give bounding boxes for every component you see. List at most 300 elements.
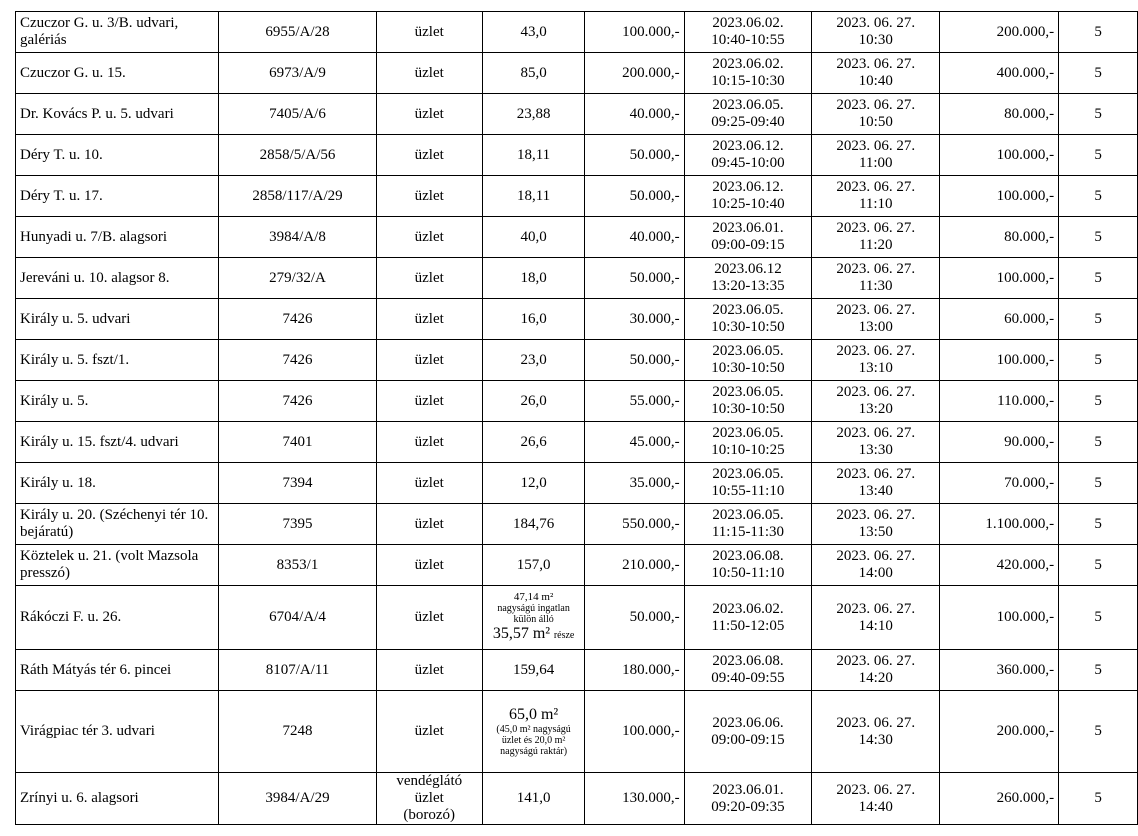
deposit-cell — [940, 176, 1059, 217]
cell-line: 2023.06.05. — [712, 343, 784, 359]
hrsz-cell — [219, 299, 376, 340]
cell-line: 13:40 — [858, 483, 893, 499]
deposit-cell — [940, 463, 1059, 504]
cell-text: 90.000,- — [1004, 433, 1055, 450]
auction-cell — [812, 176, 940, 217]
type-cell — [376, 258, 482, 299]
cell-line: 09:45-10:00 — [711, 155, 785, 171]
deposit-cell — [940, 422, 1059, 463]
cell-text: üzlet — [414, 351, 444, 368]
cell-text: 100.000,- — [996, 609, 1055, 625]
price-cell — [585, 773, 684, 825]
deposit-cell — [940, 340, 1059, 381]
cell-line: 2023.06.05. — [712, 384, 784, 400]
cell-line: 13:30 — [858, 442, 893, 458]
area-cell — [482, 773, 584, 825]
cell-text: üzlet — [414, 556, 444, 573]
cell-line: 2023.06.08. — [712, 548, 784, 564]
cell-text: Déry T. u. 17. — [20, 187, 103, 204]
area-cell — [482, 340, 584, 381]
price-cell — [585, 12, 684, 53]
price-cell — [585, 381, 684, 422]
address-cell — [16, 422, 219, 463]
cell-text: üzlet — [414, 64, 444, 81]
cell-text: 157,0 — [516, 556, 551, 573]
area-cell — [482, 463, 584, 504]
cell-line: 14:10 — [858, 617, 893, 634]
address-cell — [16, 381, 219, 422]
cell-text: 60.000,- — [1004, 310, 1055, 327]
area-cell — [482, 53, 584, 94]
hrsz-cell — [219, 340, 376, 381]
cell-text: üzlet — [414, 515, 444, 532]
cell-text: 159,64 — [512, 661, 555, 678]
cell-line: 2023.06.01. — [712, 781, 784, 798]
cell-text: 420.000,- — [996, 556, 1055, 573]
cell-line: 2023. 06. 27. — [836, 97, 916, 113]
auction-cell — [812, 463, 940, 504]
type-cell — [376, 586, 482, 650]
auction-cell — [812, 94, 940, 135]
cell-line: része — [553, 629, 575, 641]
visit-cell — [684, 545, 812, 586]
price-cell — [585, 422, 684, 463]
cell-text: 85,0 — [520, 64, 547, 81]
cell-line: 2023.06.12 — [714, 261, 782, 277]
table-row — [16, 217, 1138, 258]
visit-cell — [684, 135, 812, 176]
cell-line: 2023. 06. 27. — [836, 56, 916, 72]
cell-text: 18,0 — [520, 269, 547, 286]
cell-line: 2023. 06. 27. — [836, 600, 916, 617]
hrsz-cell — [219, 586, 376, 650]
hrsz-cell — [219, 504, 376, 545]
cell-text: 200.000,- — [996, 23, 1055, 40]
table-row — [16, 586, 1138, 650]
table-row — [16, 12, 1138, 53]
type-cell — [376, 299, 482, 340]
number-cell — [1059, 135, 1138, 176]
cell-text: Király u. 15. fszt/4. udvari — [20, 433, 179, 450]
cell-line: 2023.06.06. — [712, 714, 784, 731]
cell-text: 5 — [1094, 515, 1102, 532]
cell-text: 8353/1 — [276, 556, 319, 573]
hrsz-cell — [219, 650, 376, 691]
cell-line: 10:15-10:30 — [711, 73, 785, 89]
cell-text: 100.000,- — [622, 23, 680, 40]
cell-line: 14:20 — [858, 670, 893, 686]
cell-text: 5 — [1094, 790, 1102, 806]
cell-text: 3984/A/8 — [269, 228, 326, 245]
area-cell — [482, 381, 584, 422]
cell-line: 2023.06.05. — [712, 507, 784, 523]
address-cell — [16, 650, 219, 691]
type-cell — [376, 691, 482, 773]
table-row — [16, 691, 1138, 773]
number-cell — [1059, 650, 1138, 691]
area-cell — [482, 12, 584, 53]
number-cell — [1059, 176, 1138, 217]
cell-text: 23,88 — [516, 105, 551, 122]
address-cell — [16, 586, 219, 650]
visit-cell — [684, 53, 812, 94]
visit-cell — [684, 94, 812, 135]
cell-line: 2023.06.05. — [712, 97, 784, 113]
hrsz-cell — [219, 773, 376, 825]
cell-text: 18,11 — [516, 187, 551, 204]
cell-line: 47,14 m² — [513, 590, 554, 603]
cell-text: 5 — [1094, 23, 1102, 40]
cell-line: 10:50 — [858, 114, 893, 130]
area-cell — [482, 258, 584, 299]
cell-text: 279/32/A — [269, 269, 326, 286]
visit-cell — [684, 773, 812, 825]
cell-text: Ráth Mátyás tér 6. pincei — [20, 661, 172, 678]
cell-text: 5 — [1094, 187, 1102, 204]
address-cell — [16, 504, 219, 545]
type-cell — [376, 53, 482, 94]
cell-text: 45.000,- — [629, 433, 680, 450]
cell-text: Király u. 18. — [20, 474, 96, 491]
hrsz-cell — [219, 691, 376, 773]
cell-text: 360.000,- — [996, 661, 1055, 678]
cell-text: 5 — [1094, 723, 1102, 739]
cell-text: Rákóczi F. u. 26. — [20, 609, 122, 625]
number-cell — [1059, 422, 1138, 463]
auction-cell — [812, 650, 940, 691]
cell-text: 200.000,- — [622, 64, 680, 81]
address-cell — [16, 545, 219, 586]
number-cell — [1059, 94, 1138, 135]
cell-line: nagyságú raktár) — [500, 746, 568, 757]
cell-text: 400.000,- — [996, 64, 1055, 81]
cell-line: 11:50-12:05 — [711, 617, 785, 634]
deposit-cell — [940, 258, 1059, 299]
type-cell — [376, 422, 482, 463]
cell-line: 2023.06.01. — [712, 220, 784, 236]
cell-line: (45,0 m² nagyságú — [496, 724, 571, 735]
visit-cell — [684, 691, 812, 773]
cell-line: 14:00 — [858, 565, 893, 581]
cell-line: 2023.06.05. — [712, 425, 784, 441]
table-row — [16, 258, 1138, 299]
cell-text: 12,0 — [520, 474, 547, 491]
cell-line: 2023. 06. 27. — [836, 548, 916, 564]
number-cell — [1059, 545, 1138, 586]
price-cell — [585, 691, 684, 773]
table-row — [16, 135, 1138, 176]
number-cell — [1059, 504, 1138, 545]
cell-line: 10:40-10:55 — [711, 32, 785, 48]
cell-line: 2023. 06. 27. — [836, 507, 916, 523]
cell-text: 26,6 — [520, 433, 547, 450]
deposit-cell — [940, 135, 1059, 176]
cell-line: 13:20 — [858, 401, 893, 417]
cell-text: 5 — [1094, 609, 1102, 625]
cell-text: 7248 — [282, 723, 313, 739]
cell-text: 7401 — [282, 433, 313, 450]
cell-text: 2858/5/A/56 — [259, 146, 336, 163]
cell-line: nagyságú ingatlan — [497, 602, 570, 614]
auction-cell — [812, 504, 940, 545]
cell-text: üzlet — [414, 23, 444, 40]
type-cell — [376, 545, 482, 586]
cell-text: Király u. 20. (Széchenyi tér 10. bejáratú) — [20, 507, 209, 540]
auction-cell — [812, 217, 940, 258]
cell-line: 13:50 — [858, 524, 893, 540]
visit-cell — [684, 340, 812, 381]
visit-cell — [684, 504, 812, 545]
deposit-cell — [940, 586, 1059, 650]
deposit-cell — [940, 53, 1059, 94]
cell-text: üzlet — [414, 609, 444, 625]
cell-line: 09:20-09:35 — [711, 798, 785, 815]
auction-cell — [812, 53, 940, 94]
cell-text: 40,0 — [520, 228, 547, 245]
cell-text: 1.100.000,- — [985, 515, 1055, 532]
cell-line: 09:25-09:40 — [711, 114, 785, 130]
cell-text: üzlet — [414, 392, 444, 409]
hrsz-cell — [219, 463, 376, 504]
cell-line: 2023.06.02. — [712, 15, 784, 31]
cell-line: 11:00 — [858, 155, 893, 171]
cell-line: 2023. 06. 27. — [836, 653, 916, 669]
cell-text: 5 — [1094, 269, 1102, 286]
table-row — [16, 176, 1138, 217]
auction-cell — [812, 135, 940, 176]
cell-text: üzlet — [414, 310, 444, 327]
cell-text: 5 — [1094, 392, 1102, 409]
table-body — [16, 12, 1138, 825]
address-cell — [16, 217, 219, 258]
price-cell — [585, 176, 684, 217]
deposit-cell — [940, 299, 1059, 340]
cell-text: üzlet — [414, 433, 444, 450]
cell-text: 16,0 — [520, 310, 547, 327]
type-cell — [376, 217, 482, 258]
cell-text: 100.000,- — [622, 723, 680, 739]
deposit-cell — [940, 94, 1059, 135]
visit-cell — [684, 299, 812, 340]
price-cell — [585, 299, 684, 340]
cell-text: 100.000,- — [996, 269, 1055, 286]
cell-text: 55.000,- — [629, 392, 680, 409]
address-cell — [16, 176, 219, 217]
area-cell — [482, 504, 584, 545]
cell-text: 7405/A/6 — [269, 105, 326, 122]
area-cell — [482, 217, 584, 258]
price-cell — [585, 586, 684, 650]
address-cell — [16, 94, 219, 135]
cell-line: 2023.06.02. — [712, 56, 784, 72]
cell-text: Déry T. u. 10. — [20, 146, 103, 163]
type-cell — [376, 12, 482, 53]
cell-text: üzlet — [414, 146, 444, 163]
cell-line: 11:30 — [858, 278, 893, 294]
visit-cell — [684, 422, 812, 463]
cell-text: 5 — [1094, 474, 1102, 491]
cell-text: 5 — [1094, 661, 1102, 678]
number-cell — [1059, 463, 1138, 504]
hrsz-cell — [219, 217, 376, 258]
price-cell — [585, 340, 684, 381]
cell-line: 11:10 — [858, 196, 893, 212]
cell-text: 5 — [1094, 433, 1102, 450]
cell-line: 10:10-10:25 — [711, 442, 785, 458]
cell-text: 130.000,- — [622, 790, 680, 806]
deposit-cell — [940, 650, 1059, 691]
cell-text: 40.000,- — [629, 228, 680, 245]
cell-line: üzlet és 20,0 m² — [501, 735, 566, 746]
cell-line: 2023. 06. 27. — [836, 220, 916, 236]
cell-text: 5 — [1094, 351, 1102, 368]
cell-line: 11:20 — [858, 237, 893, 253]
area-cell — [482, 545, 584, 586]
address-cell — [16, 691, 219, 773]
cell-text: Czuczor G. u. 15. — [20, 64, 126, 81]
auction-cell — [812, 691, 940, 773]
cell-line: 14:40 — [858, 798, 893, 815]
visit-cell — [684, 176, 812, 217]
cell-line: 2023.06.12. — [712, 138, 784, 154]
cell-text: Zrínyi u. 6. alagsori — [20, 790, 139, 806]
auction-cell — [812, 258, 940, 299]
cell-line: 11:15-11:30 — [711, 524, 785, 540]
type-cell — [376, 176, 482, 217]
cell-line: 2023. 06. 27. — [836, 781, 916, 798]
deposit-cell — [940, 381, 1059, 422]
cell-text: 7395 — [282, 515, 313, 532]
cell-text: 100.000,- — [996, 351, 1055, 368]
visit-cell — [684, 217, 812, 258]
address-cell — [16, 773, 219, 825]
number-cell — [1059, 258, 1138, 299]
hrsz-cell — [219, 422, 376, 463]
area-cell — [482, 422, 584, 463]
number-cell — [1059, 586, 1138, 650]
number-cell — [1059, 299, 1138, 340]
cell-text: 5 — [1094, 105, 1102, 122]
cell-text: Czuczor G. u. 3/B. udvari, galériás — [20, 15, 179, 48]
cell-text: 7426 — [282, 351, 313, 368]
cell-text: Király u. 5. — [20, 392, 89, 409]
type-cell — [376, 650, 482, 691]
table-row — [16, 94, 1138, 135]
visit-cell — [684, 12, 812, 53]
cell-text: üzlet — [414, 105, 444, 122]
cell-line: 10:30-10:50 — [711, 360, 785, 376]
cell-text: 260.000,- — [996, 790, 1055, 806]
cell-line: 2023. 06. 27. — [836, 425, 916, 441]
type-cell — [376, 340, 482, 381]
address-cell — [16, 299, 219, 340]
table-row — [16, 53, 1138, 94]
cell-line: 65,0 m² — [508, 706, 559, 723]
table-row — [16, 340, 1138, 381]
cell-line: 2023.06.08. — [712, 653, 784, 669]
cell-text: 184,76 — [512, 515, 555, 532]
cell-text: Király u. 5. fszt/1. — [20, 351, 130, 368]
cell-line: 10:50-11:10 — [711, 565, 785, 581]
cell-text: 180.000,- — [622, 661, 680, 678]
visit-cell — [684, 650, 812, 691]
cell-text: Jereváni u. 10. alagsor 8. — [20, 269, 170, 286]
price-cell — [585, 258, 684, 299]
area-cell — [482, 650, 584, 691]
cell-text: üzlet — [414, 661, 444, 678]
price-cell — [585, 217, 684, 258]
cell-text: 550.000,- — [622, 515, 680, 532]
price-cell — [585, 504, 684, 545]
cell-line: 2023. 06. 27. — [836, 343, 916, 359]
cell-text: 50.000,- — [629, 609, 680, 625]
cell-line: 10:55-11:10 — [711, 483, 785, 499]
cell-text: Király u. 5. udvari — [20, 310, 131, 327]
cell-line: 09:00-09:15 — [711, 731, 785, 748]
deposit-cell — [940, 773, 1059, 825]
cell-text: Virágpiac tér 3. udvari — [20, 723, 155, 739]
hrsz-cell — [219, 135, 376, 176]
cell-line: 14:30 — [858, 731, 893, 748]
auction-cell — [812, 340, 940, 381]
cell-text: 200.000,- — [996, 723, 1055, 739]
auction-cell — [812, 381, 940, 422]
number-cell — [1059, 217, 1138, 258]
cell-text: 5 — [1094, 556, 1102, 573]
deposit-cell — [940, 545, 1059, 586]
number-cell — [1059, 773, 1138, 825]
hrsz-cell — [219, 545, 376, 586]
cell-text: 210.000,- — [622, 556, 680, 573]
hrsz-cell — [219, 12, 376, 53]
hrsz-cell — [219, 94, 376, 135]
cell-text: 50.000,- — [629, 187, 680, 204]
cell-line: 2023. 06. 27. — [836, 384, 916, 400]
type-cell — [376, 94, 482, 135]
cell-text: Dr. Kovács P. u. 5. udvari — [20, 105, 174, 122]
table-row — [16, 545, 1138, 586]
cell-text: 141,0 — [516, 790, 551, 806]
cell-text: 2858/117/A/29 — [252, 187, 343, 204]
cell-text: üzlet — [414, 187, 444, 204]
cell-text: 7394 — [282, 474, 313, 491]
cell-text: 6973/A/9 — [269, 64, 326, 81]
cell-line: 35,57 m² — [492, 624, 551, 642]
number-cell — [1059, 691, 1138, 773]
address-cell — [16, 12, 219, 53]
area-cell — [482, 94, 584, 135]
table-row — [16, 504, 1138, 545]
auction-cell — [812, 545, 940, 586]
cell-text: 80.000,- — [1004, 228, 1055, 245]
auction-cell — [812, 773, 940, 825]
cell-text: 50.000,- — [629, 269, 680, 286]
price-cell — [585, 53, 684, 94]
number-cell — [1059, 53, 1138, 94]
number-cell — [1059, 340, 1138, 381]
cell-text: 23,0 — [520, 351, 547, 368]
hrsz-cell — [219, 53, 376, 94]
cell-line: 2023.06.02. — [712, 600, 784, 617]
cell-text: 5 — [1094, 146, 1102, 163]
table-row — [16, 299, 1138, 340]
address-cell — [16, 463, 219, 504]
cell-text: 7426 — [282, 310, 313, 327]
deposit-cell — [940, 217, 1059, 258]
cell-text: 50.000,- — [629, 351, 680, 368]
area-cell — [482, 691, 584, 773]
type-cell — [376, 381, 482, 422]
